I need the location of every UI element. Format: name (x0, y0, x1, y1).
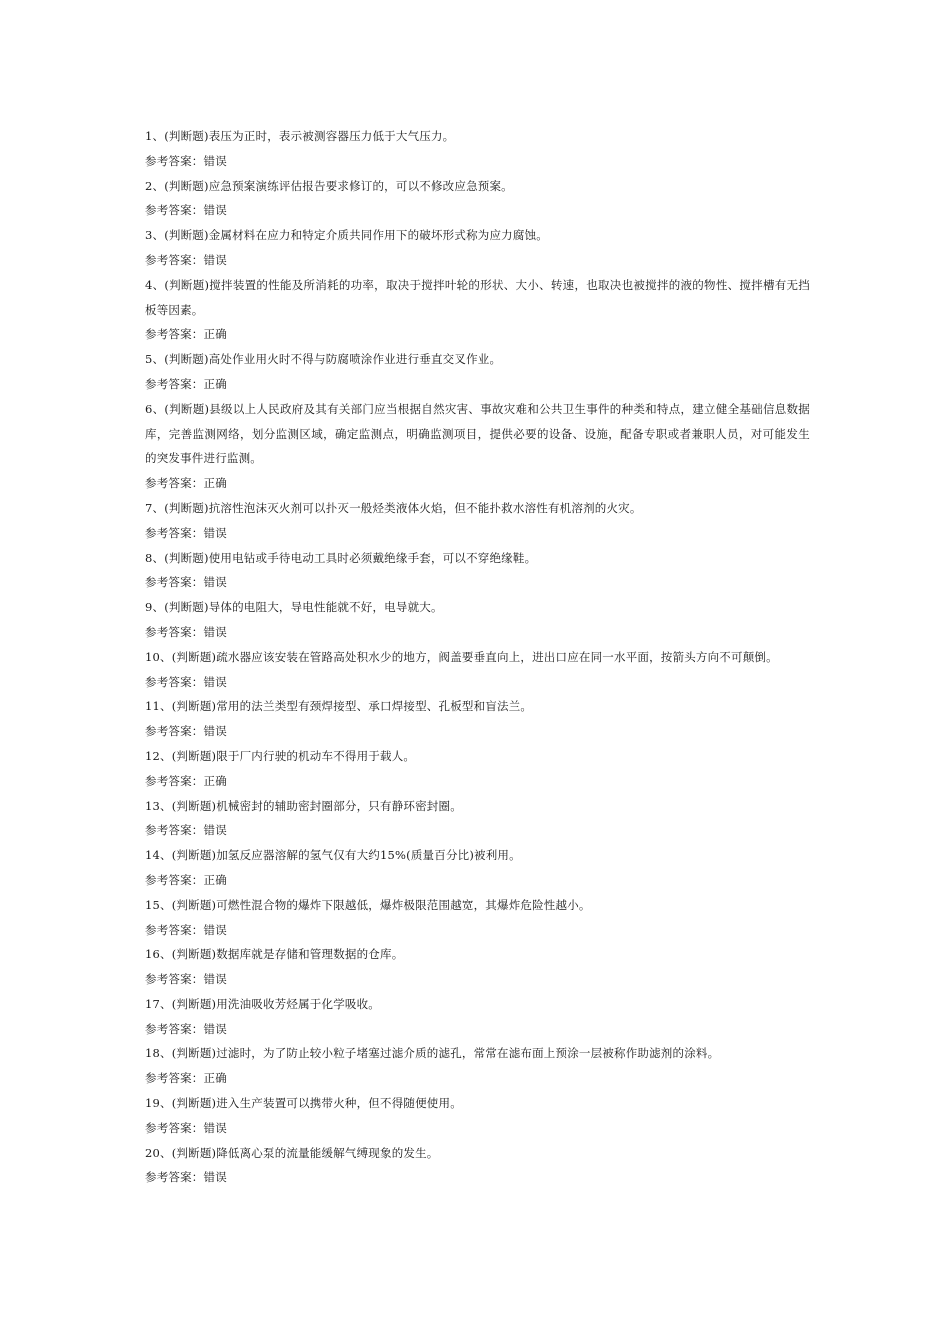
answer-value: 错误 (203, 575, 227, 590)
answer-label: 参考答案： (145, 575, 204, 590)
answer-line (145, 967, 810, 992)
answer-label: 参考答案： (145, 872, 204, 887)
question-text: 10、(判断题)疏水器应该安装在管路高处积水少的地方，阀盖要垂直向上，进出口应在同一水平面，按箭头方向不可颠倒。 (145, 649, 778, 664)
question-text: 1、(判断题)表压为正时，表示被测容器压力低于大气压力。 (145, 129, 455, 143)
answer-line (145, 1066, 810, 1091)
question-text: 6、(判断题)县级以上人民政府及其有关部门应当根据自然灾害、事故灾难和公共卫生事件的种类和特点，建立健全基础信息数据库，完善监测网络，划分监测区域，确定监测点，明确监测项目，提供必要的设备、设施，配备专职或者兼职人员，对可能发生的突发事件进行监测。 (145, 401, 810, 466)
answer-value: 错误 (203, 674, 227, 689)
answer-value: 错误 (203, 1120, 227, 1135)
answer-line (145, 521, 810, 546)
answer-value: 错误 (203, 525, 227, 540)
answer-label: 参考答案： (145, 376, 204, 391)
answer-value: 错误 (203, 252, 227, 267)
question-item (145, 843, 810, 893)
question-text: 7、(判断题)抗溶性泡沫灭火剂可以扑灭一般烃类液体火焰，但不能扑救水溶性有机溶剂的火灾。 (145, 500, 642, 515)
question-item (145, 794, 810, 844)
question-item (145, 1041, 810, 1091)
question-text: 14、(判断题)加氢反应器溶解的氢气仅有大约15%(质量百分比)被利用。 (145, 848, 521, 863)
answer-line (145, 1165, 810, 1190)
answer-line (145, 670, 810, 695)
answer-label: 参考答案： (145, 1071, 204, 1086)
answer-value: 错误 (203, 823, 227, 838)
answer-value: 错误 (203, 624, 227, 639)
answer-value: 错误 (203, 203, 227, 218)
question-item (145, 893, 810, 943)
answer-line (145, 918, 810, 943)
answer-value: 正确 (203, 327, 227, 342)
question-item (145, 694, 810, 744)
answer-value: 错误 (203, 724, 227, 739)
answer-label: 参考答案： (145, 525, 204, 540)
answer-label: 参考答案： (145, 1170, 204, 1185)
question-item (145, 744, 810, 794)
question-text: 17、(判断题)用洗油吸收芳烃属于化学吸收。 (145, 996, 381, 1011)
question-item (145, 223, 810, 273)
answer-line (145, 471, 810, 496)
question-text: 3、(判断题)金属材料在应力和特定介质共同作用下的破坏形式称为应力腐蚀。 (145, 228, 548, 243)
question-text: 9、(判断题)导体的电阻大，导电性能就不好，电导就大。 (145, 600, 443, 615)
answer-value: 正确 (203, 476, 227, 491)
question-text: 16、(判断题)数据库就是存储和管理数据的仓库。 (145, 947, 404, 962)
answer-label: 参考答案： (145, 153, 204, 168)
question-text: 11、(判断题)常用的法兰类型有颈焊接型、承口焊接型、孔板型和盲法兰。 (145, 699, 533, 714)
question-text: 4、(判断题)搅拌装置的性能及所消耗的功率，取决于搅拌叶轮的形状、大小、转速，也取决也被搅拌的液的物性、搅拌槽有无挡板等因素。 (145, 277, 810, 317)
answer-line (145, 198, 810, 223)
answer-label: 参考答案： (145, 972, 204, 987)
question-item (145, 942, 810, 992)
document-body (145, 124, 810, 1190)
question-text: 15、(判断题)可燃性混合物的爆炸下限越低，爆炸极限范围越宽，其爆炸危险性越小。 (145, 897, 591, 912)
question-text: 13、(判断题)机械密封的辅助密封圈部分，只有静环密封圈。 (145, 798, 462, 813)
answer-label: 参考答案： (145, 476, 204, 491)
answer-line (145, 322, 810, 347)
answer-line (145, 769, 810, 794)
answer-line (145, 620, 810, 645)
answer-line (145, 719, 810, 744)
answer-label: 参考答案： (145, 252, 204, 267)
question-item (145, 992, 810, 1042)
question-item (145, 124, 810, 174)
answer-label: 参考答案： (145, 327, 204, 342)
answer-value: 错误 (203, 1021, 227, 1036)
answer-value: 正确 (203, 773, 227, 788)
answer-value: 错误 (203, 922, 227, 937)
question-text: 8、(判断题)使用电钻或手待电动工具时必须戴绝缘手套，可以不穿绝缘鞋。 (145, 550, 537, 565)
answer-value: 正确 (203, 1071, 227, 1086)
answer-label: 参考答案： (145, 1021, 204, 1036)
answer-value: 正确 (203, 872, 227, 887)
question-item (145, 546, 810, 596)
answer-label: 参考答案： (145, 823, 204, 838)
question-item (145, 1141, 810, 1191)
answer-line (145, 149, 810, 174)
question-text: 19、(判断题)进入生产装置可以携带火种，但不得随便使用。 (145, 1096, 462, 1111)
answer-line (145, 1116, 810, 1141)
answer-value: 错误 (203, 153, 227, 168)
question-text: 2、(判断题)应急预案演练评估报告要求修订的，可以不修改应急预案。 (145, 178, 513, 193)
answer-line (145, 868, 810, 893)
question-text: 12、(判断题)限于厂内行驶的机动车不得用于载人。 (145, 748, 416, 763)
answer-value: 正确 (203, 376, 227, 391)
answer-line (145, 248, 810, 273)
answer-line (145, 1017, 810, 1042)
answer-label: 参考答案： (145, 724, 204, 739)
question-text: 20、(判断题)降低离心泵的流量能缓解气缚现象的发生。 (145, 1145, 439, 1160)
answer-label: 参考答案： (145, 624, 204, 639)
question-item (145, 645, 810, 695)
question-item (145, 1091, 810, 1141)
answer-label: 参考答案： (145, 203, 204, 218)
question-text: 18、(判断题)过滤时，为了防止较小粒子堵塞过滤介质的滤孔，常常在滤布面上预涂一层被称作助滤剂的涂料。 (145, 1046, 720, 1061)
question-item (145, 595, 810, 645)
question-item (145, 174, 810, 224)
question-item (145, 496, 810, 546)
answer-line (145, 570, 810, 595)
question-item (145, 273, 810, 347)
answer-line (145, 818, 810, 843)
answer-label: 参考答案： (145, 922, 204, 937)
answer-line (145, 372, 810, 397)
answer-label: 参考答案： (145, 674, 204, 689)
question-text: 5、(判断题)高处作业用火时不得与防腐喷涂作业进行垂直交叉作业。 (145, 352, 502, 367)
answer-value: 错误 (203, 1170, 227, 1185)
answer-value: 错误 (203, 972, 227, 987)
answer-label: 参考答案： (145, 773, 204, 788)
question-item (145, 397, 810, 496)
question-item (145, 347, 810, 397)
answer-label: 参考答案： (145, 1120, 204, 1135)
